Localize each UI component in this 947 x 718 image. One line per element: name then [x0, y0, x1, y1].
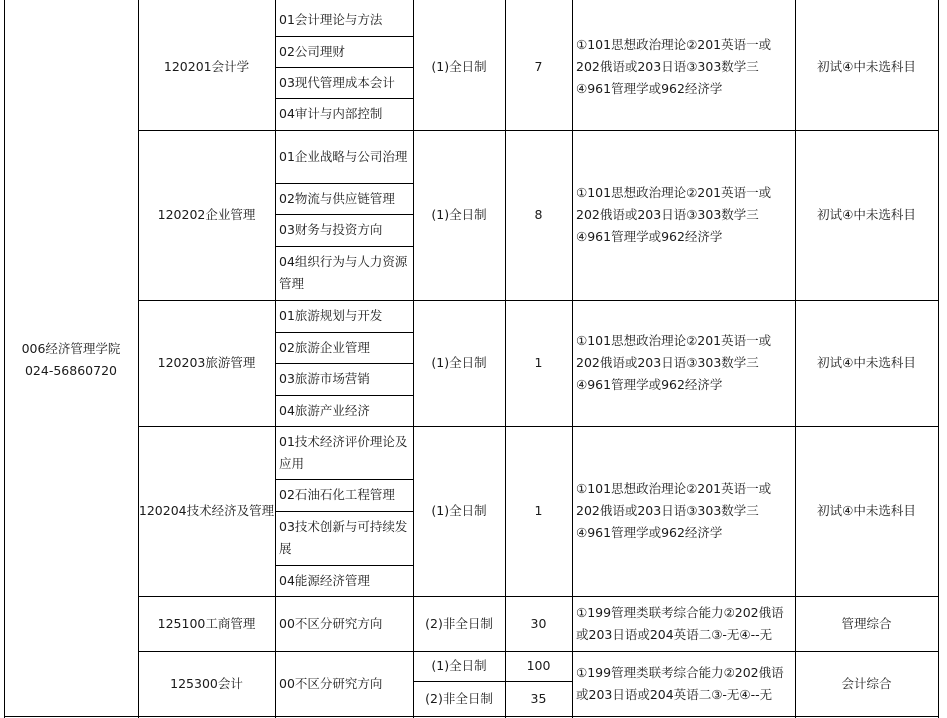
enrollment-count: 35	[530, 690, 547, 706]
grid-line	[275, 395, 413, 396]
exam-subjects: ①101思想政治理论②201英语一或202俄语或203日语③303数学三④961管理学或962经济学	[576, 185, 772, 244]
direction-item: 03旅游市场营销	[279, 371, 370, 386]
grid-line	[138, 426, 939, 427]
grid-line	[275, 479, 413, 480]
enrollment-count: 1	[534, 355, 543, 370]
direction-item: 00不区分研究方向	[279, 615, 383, 631]
study-mode: (1)全日制	[431, 503, 487, 518]
major-name: 125100工商管理	[157, 615, 256, 631]
direction-item: 04审计与内部控制	[279, 106, 383, 121]
study-mode: (1)全日制	[431, 355, 487, 370]
major-name: 120201会计学	[163, 59, 250, 74]
grid-line	[138, 0, 139, 718]
study-mode: (2)非全日制	[425, 690, 493, 706]
department-name: 006经济管理学院	[21, 341, 121, 356]
exam-subjects: ①199管理类联考综合能力②202俄语或203日语或204英语二③-无④--无	[576, 664, 784, 702]
major-name: 120202企业管理	[157, 207, 256, 222]
major-name: 120204技术经济及管理	[138, 503, 275, 518]
grid-line	[795, 0, 796, 718]
direction-item: 04旅游产业经济	[279, 402, 370, 418]
retest-subject: 初试④中未选科目	[817, 207, 916, 222]
study-mode: (2)非全日制	[425, 615, 493, 631]
retest-subject: 初试④中未选科目	[817, 355, 916, 370]
enrollment-count: 7	[534, 59, 543, 74]
grid-line	[138, 651, 939, 652]
exam-subjects: ①101思想政治理论②201英语一或202俄语或203日语③303数学三④961管理学或962经济学	[576, 333, 772, 392]
grid-line	[275, 0, 276, 718]
enrollment-count: 100	[526, 658, 551, 673]
direction-item: 03财务与投资方向	[279, 222, 383, 237]
study-mode: (1)全日制	[431, 59, 487, 74]
retest-subject: 管理综合	[841, 615, 892, 631]
study-mode: (1)全日制	[431, 658, 487, 673]
direction-item: 01会计理论与方法	[279, 12, 383, 27]
grid-line	[938, 0, 939, 718]
direction-item: 02物流与供应链管理	[279, 190, 395, 206]
department-cell	[4, 4, 138, 716]
direction-item: 01旅游规划与开发	[279, 308, 383, 323]
exam-subjects: ①199管理类联考综合能力②202俄语或203日语或204英语二③-无④--无	[576, 604, 784, 642]
exam-subjects: ①101思想政治理论②201英语一或202俄语或203日语③303数学三④961管理学或962经济学	[576, 481, 772, 540]
retest-subject: 会计综合	[841, 675, 892, 691]
direction-item: 04能源经济管理	[279, 572, 370, 588]
direction-item: 03技术创新与可持续发展	[279, 519, 408, 556]
study-mode: (1)全日制	[431, 207, 487, 222]
grid-line	[138, 596, 939, 597]
direction-item: 01企业战略与公司治理	[279, 148, 408, 164]
grid-line	[275, 98, 413, 99]
enrollment-count: 30	[530, 615, 547, 631]
grid-line	[275, 511, 413, 512]
grid-line	[275, 183, 413, 184]
direction-item: 02石油石化工程管理	[279, 487, 395, 502]
grid-line	[572, 0, 573, 718]
grid-line	[275, 565, 413, 566]
grid-line	[275, 363, 413, 364]
grid-line	[138, 130, 939, 131]
direction-item: 03现代管理成本会计	[279, 74, 395, 90]
enrollment-count: 1	[534, 503, 543, 518]
grid-line	[275, 67, 413, 68]
direction-item: 01技术经济评价理论及应用	[279, 433, 408, 471]
direction-item: 02旅游企业管理	[279, 339, 370, 355]
grid-line	[413, 0, 414, 718]
retest-subject: 初试④中未选科目	[817, 503, 916, 518]
retest-subject: 初试④中未选科目	[817, 59, 916, 74]
grid-line	[275, 36, 413, 37]
grid-line	[413, 681, 572, 682]
grid-line	[4, 716, 939, 717]
direction-item: 00不区分研究方向	[279, 675, 383, 691]
direction-item: 02公司理财	[279, 43, 345, 59]
major-name: 125300会计	[170, 675, 243, 691]
grid-line	[138, 300, 939, 301]
grid-line	[275, 332, 413, 333]
department-phone: 024-56860720	[24, 363, 117, 378]
grid-line	[275, 246, 413, 247]
grid-line	[275, 214, 413, 215]
exam-subjects: ①101思想政治理论②201英语一或202俄语或203日语③303数学三④961管理学或962经济学	[576, 37, 772, 96]
grid-line	[505, 0, 506, 718]
grid-line	[4, 0, 5, 718]
enrollment-count: 8	[534, 207, 543, 222]
major-name: 120203旅游管理	[157, 355, 256, 370]
direction-item: 04组织行为与人力资源管理	[279, 254, 408, 291]
